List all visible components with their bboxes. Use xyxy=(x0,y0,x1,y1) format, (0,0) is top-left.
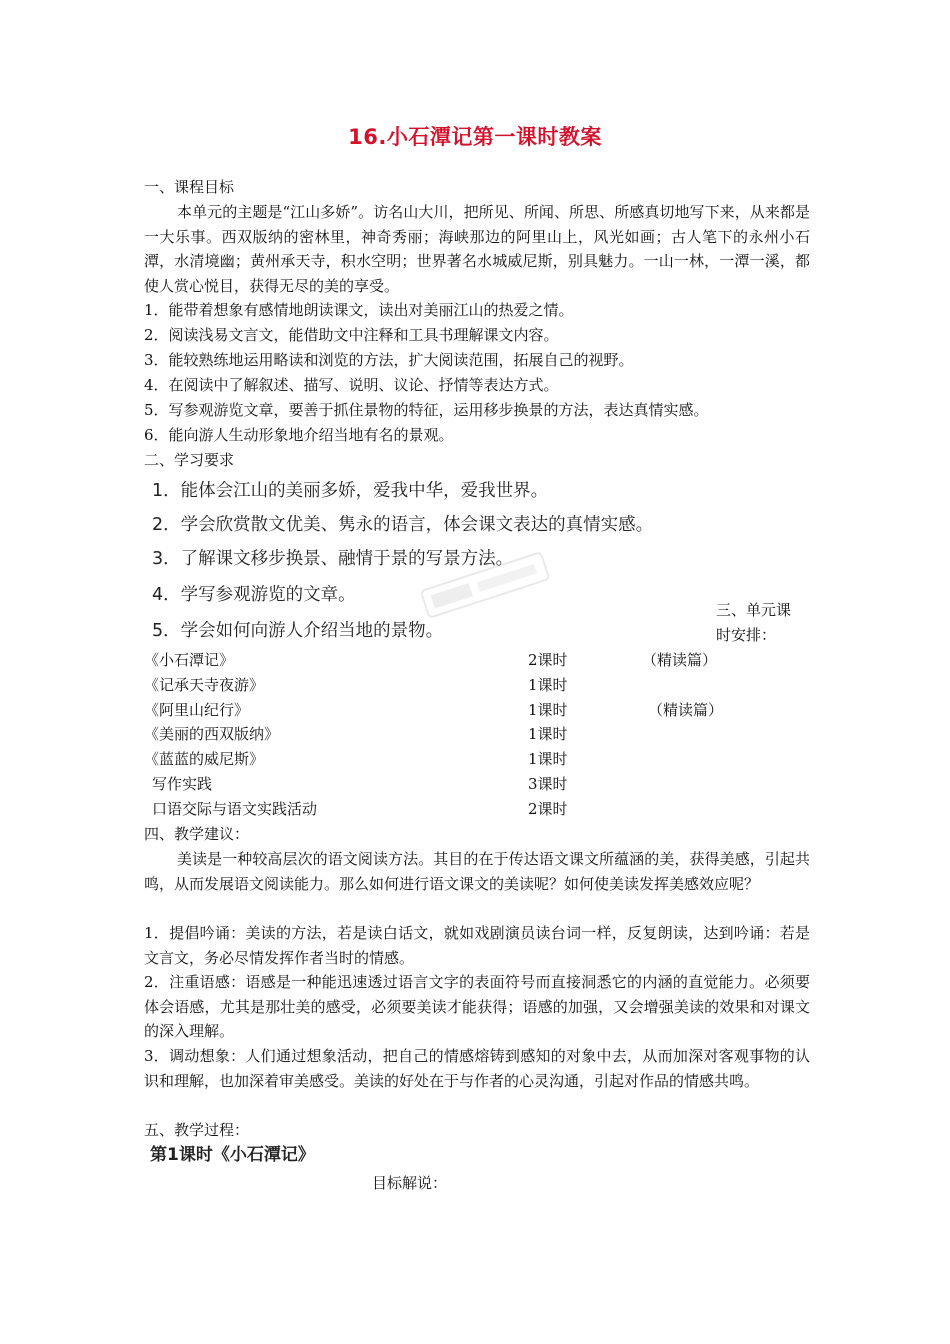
suggestion-item: 3．调动想象：人们通过想象活动，把自己的情感熔铸到感知的对象中去，从而加深对客观事物的认识和理解，也加深着审美感受。美读的好处在于与作者的心灵沟通，引起对作品的情感共鸣。 xyxy=(144,1047,810,1090)
schedule-row xyxy=(144,648,764,672)
suggestion-item: 2．注重语感：语感是一种能迅速透过语言文字的表面符号而直接洞悉它的内涵的直觉能力。必须要体会语感，尤其是那壮美的感受，必须要美读才能获得；语感的加强，又会增强美读的效果和对课文的深入理解。 xyxy=(144,973,810,1041)
schedule-row xyxy=(144,673,764,697)
schedule-row xyxy=(144,722,764,746)
schedule-name: 口语交际与语文实践活动 xyxy=(152,800,318,818)
requirement-item: 3．了解课文移步换景、融情于景的写景方法。 xyxy=(152,549,514,569)
schedule-hours: 1课时 xyxy=(528,676,568,694)
schedule-row xyxy=(144,698,764,722)
schedule-row xyxy=(144,797,764,821)
schedule-name: 《阿里山纪行》 xyxy=(144,701,250,719)
requirement-item: 4．学写参观游览的文章。 xyxy=(152,585,356,605)
schedule-hours: 3课时 xyxy=(528,775,568,793)
section-heading-goals: 一、课程目标 xyxy=(144,178,235,196)
lesson-heading: 第1课时《小石潭记》 xyxy=(150,1145,315,1165)
goal-explanation-label: 目标解说： xyxy=(372,1174,448,1192)
section-heading-process: 五、教学过程： xyxy=(144,1121,250,1139)
goal-item: 1．能带着想象有感情地朗读课文，读出对美丽江山的热爱之情。 xyxy=(144,301,574,319)
section-heading-requirements: 二、学习要求 xyxy=(144,451,235,469)
goal-item: 5．写参观游览文章，要善于抓住景物的特征，运用移步换景的方法，表达真情实感。 xyxy=(144,401,709,419)
schedule-name: 写作实践 xyxy=(152,775,213,793)
goal-item: 6．能向游人生动形象地介绍当地有名的景观。 xyxy=(144,426,454,444)
goal-item: 3．能较熟练地运用略读和浏览的方法，扩大阅读范围，拓展自己的视野。 xyxy=(144,351,634,369)
section-intro-paragraph: 本单元的主题是“江山多娇”。访名山大川，把所见、所闻、所思、所感真切地写下来，从来都是一大乐事。西双版纳的密林里，神奇秀丽；海峡那边的阿里山上，风光如画；古人笔下的永州小石潭，水清境幽；黄州承天寺，积水空明；世界著名水城威尼斯，别具魅力。一山一林，一潭一溪，都使人赏心悦目，获得无尽的美的享受。 xyxy=(144,203,810,296)
requirement-item: 1．能体会江山的美丽多娇，爱我中华，爱我世界。 xyxy=(152,481,549,501)
schedule-hours: 2课时 xyxy=(528,651,568,669)
schedule-name: 《记承天寺夜游》 xyxy=(144,676,265,694)
schedule-note: （精读篇） xyxy=(648,701,724,719)
schedule-hours: 2课时 xyxy=(528,800,568,818)
suggestion-intro-paragraph: 美读是一种较高层次的语文阅读方法。其目的在于传达语文课文所蕴涵的美，获得美感，引起共鸣，从而发展语文阅读能力。那么如何进行语文课文的美读呢？如何使美读发挥美感效应呢？ xyxy=(144,850,810,893)
section-heading-schedule: 三、单元课时安排： xyxy=(716,601,792,644)
schedule-name: 《美丽的西双版纳》 xyxy=(144,725,280,743)
section-heading-suggestions: 四、教学建议： xyxy=(144,825,250,843)
page-title: 16.小石潭记第一课时教案 xyxy=(348,125,602,149)
goal-item: 2．阅读浅易文言文，能借助文中注释和工具书理解课文内容。 xyxy=(144,326,559,344)
schedule-hours: 1课时 xyxy=(528,750,568,768)
requirement-item: 5．学会如何向游人介绍当地的景物。 xyxy=(152,621,444,641)
schedule-name: 《蓝蓝的威尼斯》 xyxy=(144,750,265,768)
suggestion-item: 1．提倡吟诵：美读的方法，若是读白话文，就如戏剧演员读台词一样，反复朗读，达到吟诵：若是文言文，务必尽情发挥作者当时的情感。 xyxy=(144,924,810,967)
requirement-item: 2．学会欣赏散文优美、隽永的语言，体会课文表达的真情实感。 xyxy=(152,515,654,535)
schedule-row xyxy=(144,772,764,796)
schedule-name: 《小石潭记》 xyxy=(144,651,235,669)
schedule-note: （精读篇） xyxy=(642,651,718,669)
goal-item: 4．在阅读中了解叙述、描写、说明、议论、抒情等表达方式。 xyxy=(144,376,559,394)
schedule-row xyxy=(144,747,764,771)
schedule-hours: 1课时 xyxy=(528,725,568,743)
schedule-hours: 1课时 xyxy=(528,701,568,719)
